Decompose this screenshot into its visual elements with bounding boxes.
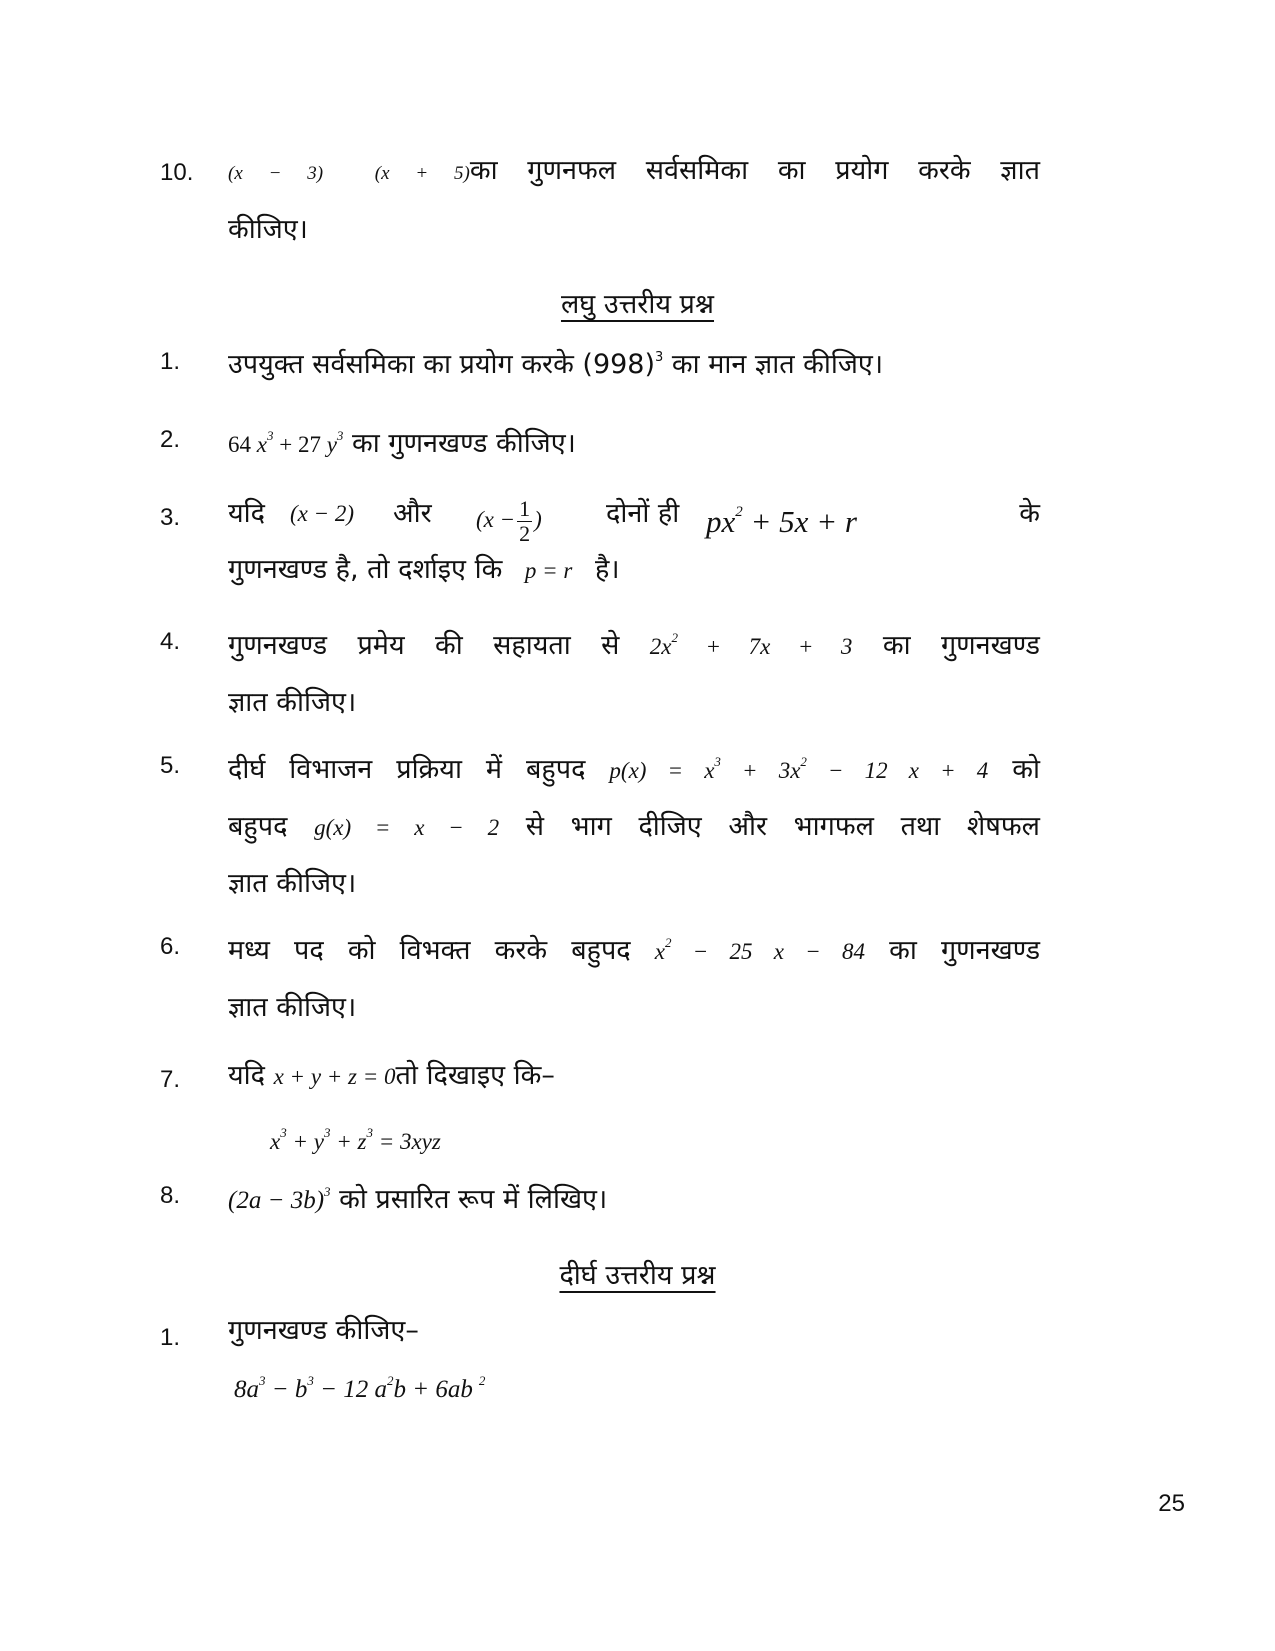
math-expression: g(x) = x − 2 (314, 815, 500, 840)
fraction-expression: (x − $\frac{1}{2}$ ) (476, 496, 542, 547)
question-number: 4. (160, 628, 181, 655)
question-text: यदि (x − 2) और (x − $\frac{1}{2}$ ) दोनों ही $px^2 + 5x + r$ के गुणनखण्ड है, तो दर्शाइए कि p = r है। (228, 486, 1040, 599)
question-text: यदि x + y + z = 0तो दिखाइए कि– $x^3 + y^3 + z^3 = 3xyz$ (228, 1060, 555, 1154)
question-text: मध्य पद को विभक्त करके बहुपद $x^2 - 25$ x − 84 का गुणनखण्ड ज्ञात कीजिए। (228, 935, 1041, 1023)
section-heading-long: दीर्घ उत्तरीय प्रश्न (559, 1260, 716, 1291)
math-expression: (x − 2) (290, 501, 355, 526)
question-text: गुणनखण्ड प्रमेय की सहायता से $2x^2 + 7x + 3$ का गुणनखण्ड ज्ञात कीजिए। (228, 630, 1041, 718)
question-number: 1. (160, 1324, 181, 1351)
question-number: 2. (160, 426, 181, 453)
math-expression: (x − 3) (x + 5) (228, 163, 470, 184)
question-number: 10. (160, 159, 194, 186)
question-number: 6. (160, 933, 181, 960)
question-number: 1. (160, 348, 181, 375)
question-text: $(2a - 3b)^3$ को प्रसारित रूप में लिखिए। (228, 1184, 608, 1215)
math-expression: 64 $x^3 + 27$ $y^3$ (228, 428, 344, 457)
math-expression: $8a^3 - b^3 - 12$ $a^2b + 6ab$ $^2$ (234, 1373, 486, 1403)
question-number: 3. (160, 504, 181, 531)
math-expression: $(2a - 3b)^3$ (228, 1184, 331, 1214)
question-number: 8. (160, 1182, 181, 1209)
math-expression: x + y + z = 0 (273, 1064, 396, 1089)
section-heading-short: लघु उत्तरीय प्रश्न (560, 289, 715, 320)
math-expression: p = r (524, 558, 573, 583)
question-number: 7. (160, 1066, 181, 1093)
math-expression: $x^2 - 25$ x − 84 (654, 935, 866, 964)
math-expression: $px^2 + 5x + r$ (706, 504, 857, 539)
question-text: गुणनखण्ड कीजिए– $8a^3 - b^3 - 12$ $a^2b + 6ab$ $^2$ (228, 1315, 486, 1403)
question-text: उपयुक्त सर्वसमिका का प्रयोग करके $(998)^3$ का मान ज्ञात कीजिए। (228, 349, 884, 380)
math-expression: $p(x) = x^3 + 3x^2 - 12$ x + 4 (609, 754, 989, 783)
question-number: 5. (160, 752, 181, 779)
question-text: 64 $x^3 + 27$ $y^3$ का गुणनखण्ड कीजिए। (228, 428, 576, 459)
page-number: 25 (1158, 1490, 1185, 1517)
question-text: (x − 3) (x + 5)का गुणनफल सर्वसमिका का प्रयोग करके ज्ञात कीजिए। (228, 155, 1040, 245)
question-text: दीर्घ विभाजन प्रक्रिया में बहुपद $p(x) = x^3 + 3x^2 - 12$ x + 4 को बहुपद g(x) = x − 2 से भाग दीजिए और भागफल तथा शेषफल ज्ञात कीजिए। (228, 754, 1040, 899)
math-expression: $2x^2 + 7x + 3$ (649, 630, 853, 659)
math-identity: $x^3 + y^3 + z^3 = 3xyz$ (270, 1125, 441, 1154)
